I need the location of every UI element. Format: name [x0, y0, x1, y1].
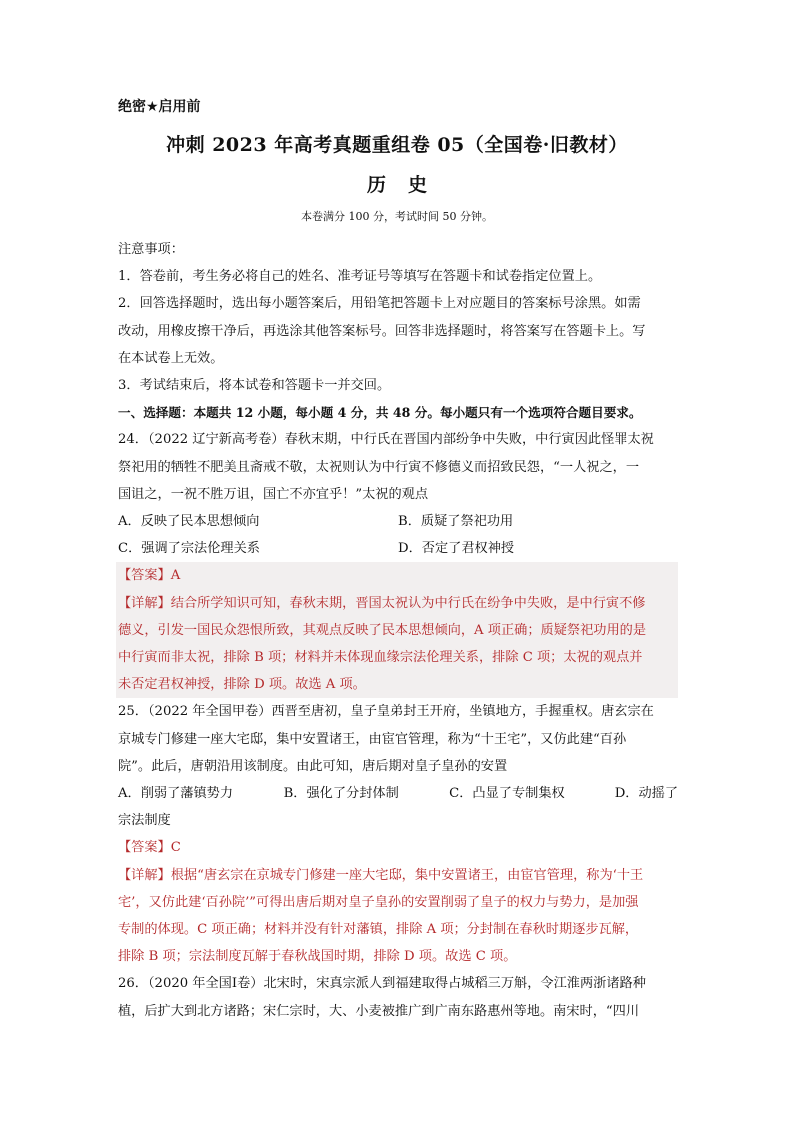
- question-25-answer-block: [116, 834, 678, 970]
- explanation-line: 排除 B 项；宗法制度瓦解于春秋战国时期，排除 D 项。故选 C 项。: [118, 949, 517, 965]
- option-d: D．动摇了: [614, 786, 679, 802]
- option-d: D．否定了君权神授: [398, 541, 515, 557]
- notes-item: 2．回答选择题时，选出每小题答案后，用铅笔把答题卡上对应题目的答案标号涂黑。如需: [118, 296, 641, 312]
- option-c: C．强调了宗法伦理关系: [118, 541, 260, 557]
- explanation-line: 专制的体现。C 项正确；材料并没有针对藩镇，排除 A 项；分封制在春秋时期逐步瓦解，: [118, 922, 639, 938]
- option-b: B．强化了分封体制: [283, 786, 399, 802]
- confidential-label: 绝密★启用前: [118, 99, 201, 115]
- section-heading: 一、选择题：本题共 12 小题，每小题 4 分，共 48 分。每小题只有一个选项符合题目要求。: [118, 405, 642, 421]
- explanation-line: 【详解】结合所学知识可知，春秋末期，晋国太祝认为中行氏在纷争中失败，是中行寅不修: [118, 595, 646, 611]
- question-26-line: 植，后扩大到北方诸路；宋仁宗时，大、小麦被推广到广南东路惠州等地。南宋时，“四川: [118, 1003, 640, 1019]
- notes-item: 改动，用橡皮擦干净后，再选涂其他答案标号。回答非选择题时，将答案写在答题卡上。写: [118, 323, 646, 339]
- notes-item: 3．考试结束后，将本试卷和答题卡一并交回。: [118, 378, 391, 394]
- question-24-answer-block: [116, 562, 678, 698]
- subject-title: 历史: [366, 174, 449, 196]
- exam-title: 冲刺 2023 年高考真题重组卷 05（全国卷·旧教材）: [166, 134, 628, 156]
- option-b: B．质疑了祭祀功用: [398, 514, 514, 530]
- exam-body: [118, 236, 678, 1025]
- question-25-line: 院”。此后，唐朝沿用该制度。由此可知，唐后期对皇子皇孙的安置: [118, 758, 508, 774]
- notes-heading: 注意事项：: [118, 242, 184, 257]
- option-d-continued: 宗法制度: [118, 813, 171, 829]
- explanation-line: 【详解】根据“唐玄宗在京城专门修建一座大宅邸，集中安置诸王，由宦官管理，称为‘十王: [118, 867, 644, 883]
- explanation-line: 宅’，又仿此建‘百孙院’”可得出唐后期对皇子皇孙的安置削弱了皇子的权力与势力，是加强: [118, 894, 639, 910]
- option-a: A．反映了民本思想倾向: [118, 514, 260, 530]
- answer-label: 【答案】C: [118, 840, 181, 856]
- option-c: C．凸显了专制集权: [449, 786, 565, 802]
- question-24-options-row: [118, 535, 678, 562]
- question-24-options-row: [118, 508, 678, 535]
- question-25-line: 25．（2022 年全国甲卷）西晋至唐初，皇子皇弟封王开府，坐镇地方，手握重权。唐玄宗在: [118, 704, 654, 720]
- question-24-line: 祭祀用的牺牲不肥美且斋戒不敬，太祝则认为中行寅不修德义而招致民怨，“一人祝之，一: [118, 459, 640, 475]
- explanation-line: 中行寅而非太祝，排除 B 项；材料并未体现血缘宗法伦理关系，排除 C 项；太祝的观点并: [118, 650, 643, 666]
- option-a: A．削弱了藩镇势力: [118, 786, 234, 802]
- question-25-options-row: [118, 780, 678, 807]
- question-24-line: 国诅之，一祝不胜万诅，国亡不亦宜乎！”太祝的观点: [118, 486, 429, 502]
- notes-item: 1．答卷前，考生务必将自己的姓名、准考证号等填写在答题卡和试卷指定位置上。: [118, 269, 602, 285]
- explanation-line: 德义，引发一国民众怨恨所致，其观点反映了民本思想倾向，A 项正确；质疑祭祀功用的是: [118, 622, 647, 638]
- question-26-line: 26．（2020 年全国Ⅰ卷）北宋时，宋真宗派人到福建取得占城稻三万斛，令江淮两浙诸路种: [118, 976, 646, 992]
- question-25-line: 京城专门修建一座大宅邸，集中安置诸王，由宦官管理，称为“十王宅”，又仿此建“百孙: [118, 731, 627, 747]
- question-24-line: 24．（2022 辽宁新高考卷）春秋末期，中行氏在晋国内部纷争中失败，中行寅因此怪罪太祝: [118, 432, 654, 448]
- notes-item: 在本试卷上无效。: [118, 350, 224, 366]
- exam-info: 本卷满分 100 分，考试时间 50 分钟。: [301, 210, 493, 223]
- explanation-line: 未否定君权神授，排除 D 项。故选 A 项。: [118, 677, 366, 693]
- answer-label: 【答案】A: [118, 568, 181, 584]
